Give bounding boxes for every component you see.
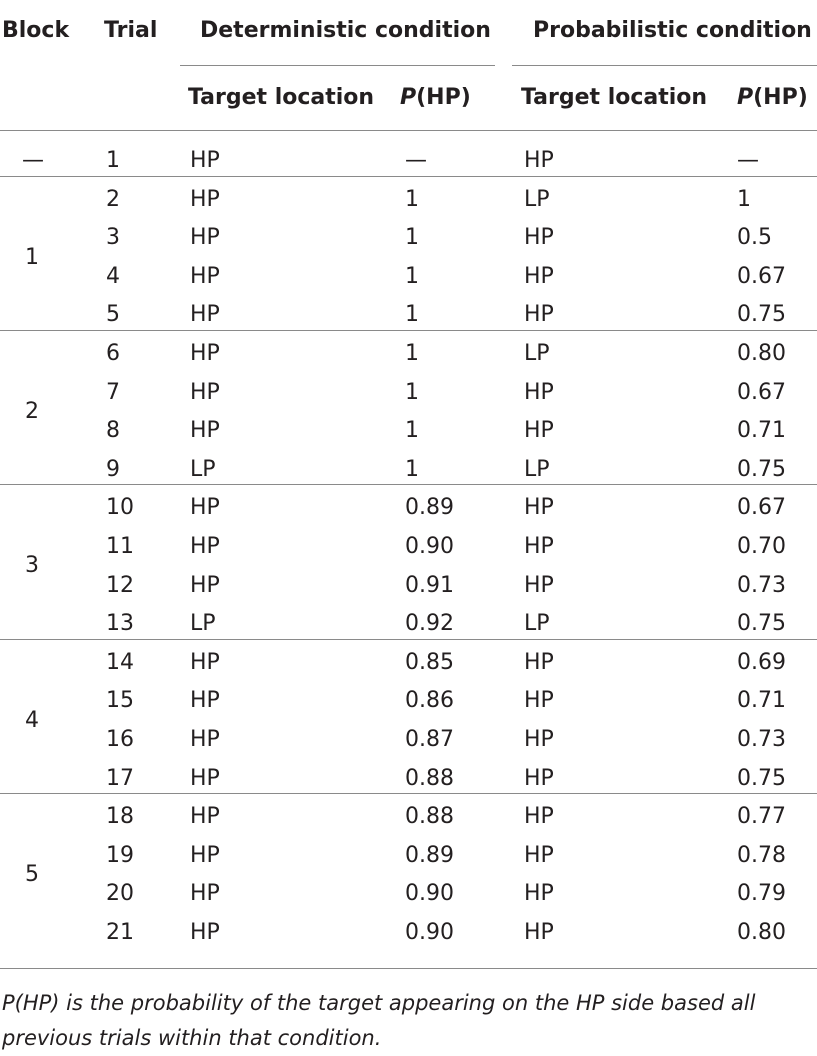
cell-prob-p: 0.67 — [737, 495, 786, 521]
cell-trial: 2 — [106, 186, 120, 212]
cell-prob-p: 0.77 — [737, 804, 786, 830]
cell-trial: 3 — [106, 225, 120, 251]
table-bottom-rule — [0, 968, 817, 969]
cell-det-p: 0.89 — [405, 842, 454, 868]
cell-prob-loc: HP — [524, 688, 554, 714]
cell-trial: 9 — [106, 456, 120, 482]
cell-trial: 17 — [106, 765, 134, 791]
p-hp-suffix: (HP) — [416, 85, 471, 110]
cell-det-p: 1 — [405, 418, 419, 444]
cell-det-loc: HP — [190, 186, 220, 212]
cell-prob-loc: HP — [524, 302, 554, 328]
cell-prob-loc: HP — [524, 572, 554, 598]
cell-det-p: 0.92 — [405, 611, 454, 637]
cell-prob-p: 0.73 — [737, 727, 786, 752]
cell-prob-p: 0.80 — [737, 920, 786, 945]
cell-det-p: 1 — [405, 186, 419, 212]
cell-prob-loc: HP — [524, 148, 554, 173]
cell-trial: 16 — [106, 727, 134, 752]
cell-det-p: 0.87 — [405, 727, 454, 752]
header-probabilistic: Probabilistic condition — [533, 18, 812, 43]
probabilistic-spanner-rule — [512, 65, 817, 66]
cell-prob-loc: LP — [524, 341, 550, 366]
cell-trial: 10 — [106, 495, 134, 521]
cell-prob-p: 0.75 — [737, 302, 786, 328]
cell-det-p: 1 — [405, 379, 419, 405]
cell-prob-loc: HP — [524, 534, 554, 559]
block-separator-rule — [0, 176, 817, 177]
p-hp-italic-p: P — [737, 85, 754, 110]
cell-prob-loc: HP — [524, 418, 554, 444]
cell-det-loc: HP — [190, 572, 220, 598]
cell-prob-loc: LP — [524, 186, 550, 212]
cell-det-p: 0.89 — [405, 495, 454, 521]
cell-prob-p: 0.75 — [737, 611, 786, 637]
p-hp-italic-p: P — [400, 85, 417, 110]
cell-prob-p: 0.5 — [737, 225, 772, 251]
cell-det-p: 0.90 — [405, 881, 454, 907]
header-trial: Trial — [104, 18, 158, 43]
cell-det-p: 0.91 — [405, 572, 454, 598]
table-footnote: P(HP) is the probability of the target appearing on the HP side based all previous trials within that condition. — [2, 991, 756, 1050]
cell-prob-loc: HP — [524, 727, 554, 752]
cell-det-loc: HP — [190, 341, 220, 366]
cell-prob-loc: HP — [524, 842, 554, 868]
deterministic-spanner-rule — [180, 65, 495, 66]
cell-det-loc: HP — [190, 225, 220, 251]
cell-det-p: 0.85 — [405, 649, 454, 675]
header-deterministic: Deterministic condition — [200, 18, 491, 43]
cell-prob-p: 0.71 — [737, 418, 786, 444]
cell-prob-p: 0.75 — [737, 456, 786, 482]
cell-trial: 18 — [106, 804, 134, 830]
cell-det-loc: HP — [190, 379, 220, 405]
header-block: Block — [2, 18, 70, 43]
cell-det-p: 0.88 — [405, 804, 454, 830]
cell-trial: 21 — [106, 920, 134, 945]
block-separator-rule — [0, 330, 817, 331]
cell-prob-loc: HP — [524, 649, 554, 675]
cell-det-loc: HP — [190, 804, 220, 830]
cell-trial: 15 — [106, 688, 134, 714]
cell-det-p: 0.88 — [405, 765, 454, 791]
cell-prob-p: 1 — [737, 186, 751, 212]
block-label: 4 — [25, 707, 39, 733]
cell-prob-loc: HP — [524, 379, 554, 405]
cell-det-loc: HP — [190, 148, 220, 173]
cell-prob-p: 0.80 — [737, 341, 786, 366]
cell-det-loc: HP — [190, 495, 220, 521]
cell-det-loc: HP — [190, 688, 220, 714]
cell-trial: 7 — [106, 379, 120, 405]
cell-trial: 13 — [106, 611, 134, 637]
cell-trial: 20 — [106, 881, 134, 907]
cell-det-p: — — [405, 148, 427, 173]
block-separator-rule — [0, 484, 817, 485]
cell-det-loc: HP — [190, 649, 220, 675]
block-label: 1 — [25, 244, 39, 270]
cell-prob-p: 0.79 — [737, 881, 786, 907]
cell-prob-loc: HP — [524, 495, 554, 521]
cell-trial: 12 — [106, 572, 134, 598]
cell-prob-p: 0.70 — [737, 534, 786, 559]
cell-prob-loc: HP — [524, 225, 554, 251]
block-label: 2 — [25, 398, 39, 424]
cell-det-loc: HP — [190, 881, 220, 907]
cell-trial: 5 — [106, 302, 120, 328]
block-label: 5 — [25, 862, 39, 888]
cell-trial: 11 — [106, 534, 134, 559]
block-label: — — [22, 148, 44, 173]
cell-trial: 4 — [106, 263, 120, 289]
cell-prob-loc: HP — [524, 881, 554, 907]
cell-prob-p: 0.75 — [737, 765, 786, 791]
cell-prob-loc: LP — [524, 611, 550, 637]
cell-det-loc: HP — [190, 727, 220, 752]
cell-prob-p: 0.69 — [737, 649, 786, 675]
cell-prob-p: 0.73 — [737, 572, 786, 598]
cell-det-loc: HP — [190, 418, 220, 444]
cell-det-p: 1 — [405, 302, 419, 328]
cell-trial: 14 — [106, 649, 134, 675]
cell-det-loc: LP — [190, 611, 216, 637]
cell-det-loc: HP — [190, 920, 220, 945]
cell-det-loc: LP — [190, 456, 216, 482]
cell-det-p: 1 — [405, 456, 419, 482]
cell-det-p: 1 — [405, 225, 419, 251]
block-label: 3 — [25, 553, 39, 579]
cell-det-loc: HP — [190, 765, 220, 791]
cell-trial: 19 — [106, 842, 134, 868]
cell-det-loc: HP — [190, 263, 220, 289]
cell-prob-loc: HP — [524, 765, 554, 791]
cell-prob-p: 0.67 — [737, 379, 786, 405]
p-hp-suffix: (HP) — [753, 85, 808, 110]
cell-prob-loc: HP — [524, 804, 554, 830]
header-prob-target-location: Target location — [521, 85, 708, 110]
block-separator-rule — [0, 793, 817, 794]
cell-det-loc: HP — [190, 842, 220, 868]
cell-prob-loc: HP — [524, 263, 554, 289]
cell-prob-p: — — [737, 148, 759, 173]
cell-det-loc: HP — [190, 534, 220, 559]
cell-prob-p: 0.67 — [737, 263, 786, 289]
cell-det-p: 0.86 — [405, 688, 454, 714]
cell-prob-loc: HP — [524, 920, 554, 945]
header-prob-p-hp — [737, 87, 808, 109]
cell-det-p: 0.90 — [405, 920, 454, 945]
cell-det-p: 1 — [405, 263, 419, 289]
cell-det-p: 1 — [405, 341, 419, 366]
cell-prob-loc: LP — [524, 456, 550, 482]
cell-trial: 8 — [106, 418, 120, 444]
cell-trial: 1 — [106, 148, 120, 173]
cell-prob-p: 0.78 — [737, 842, 786, 868]
header-det-p-hp — [400, 87, 471, 109]
cell-det-p: 0.90 — [405, 534, 454, 559]
header-det-target-location: Target location — [188, 85, 375, 110]
block-separator-rule — [0, 639, 817, 640]
header-rule — [0, 130, 817, 131]
cell-det-loc: HP — [190, 302, 220, 328]
cell-trial: 6 — [106, 341, 120, 366]
cell-prob-p: 0.71 — [737, 688, 786, 714]
